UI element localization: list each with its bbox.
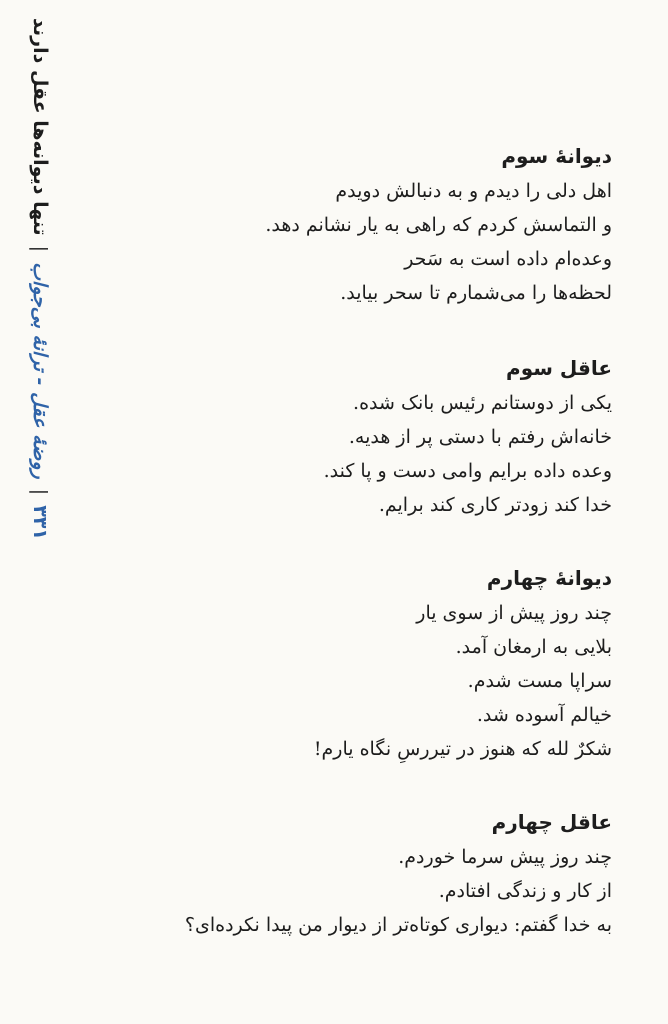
verse-line: وعده‌ام داده است به سَحر [404, 248, 612, 270]
page-number: ۳۳۱ [29, 505, 51, 540]
poem-section-divaneh-4 [92, 562, 612, 766]
verse-line: اهل دلی را دیدم و به دنبالش دویدم [335, 180, 612, 202]
section-title: دیوانهٔ چهارم [486, 566, 612, 590]
verse-line: خیالم آسوده شد. [476, 704, 612, 726]
series-logo: روضهٔ عقل - ترانهٔ بی‌جواب [29, 262, 51, 479]
section-title: دیوانهٔ سوم [501, 144, 612, 168]
verse-line: چند روز پیش از سوی یار [416, 602, 612, 624]
verse-line: یکی از دوستانم رئیس بانک شده. [353, 392, 612, 414]
verse-line: خدا کند زودتر کاری کند برایم. [378, 494, 612, 516]
section-title: عاقل چهارم [491, 810, 612, 834]
verse-line: به خدا گفتم: دیواری کوتاه‌تر از دیوار من پیدا نکرده‌ای؟ [184, 914, 612, 936]
header-separator: | [29, 488, 51, 496]
running-header [18, 18, 62, 540]
verse-line: بلایی به ارمغان آمد. [455, 636, 612, 658]
verse-line: خانه‌اش رفتم با دستی پر از هدیه. [348, 426, 612, 448]
verse-line: و التماسش کردم که راهی به یار نشانم دهد. [265, 214, 612, 236]
verse-line: لحظه‌ها را می‌شمارم تا سحر بیاید. [340, 282, 612, 304]
verse-line: وعده داده برایم وامی دست و پا کند. [323, 460, 612, 482]
verse-line: از کار و زندگی افتادم. [438, 880, 612, 902]
poem-content [92, 140, 612, 980]
poem-section-aqel-4 [92, 806, 612, 942]
verse-line: چند روز پیش سرما خوردم. [398, 846, 612, 868]
verse-line: سراپا مست شدم. [467, 670, 612, 692]
poem-section-divaneh-3 [92, 140, 612, 310]
verse-line: شکرٌ لله که هنوز در تیررسِ نگاه یارم! [313, 738, 612, 760]
header-separator-2: | [29, 245, 51, 253]
section-title: عاقل سوم [506, 356, 612, 380]
book-title: تنها دیوانه‌ها عقل دارند [29, 18, 51, 236]
poem-section-aqel-3 [92, 352, 612, 522]
